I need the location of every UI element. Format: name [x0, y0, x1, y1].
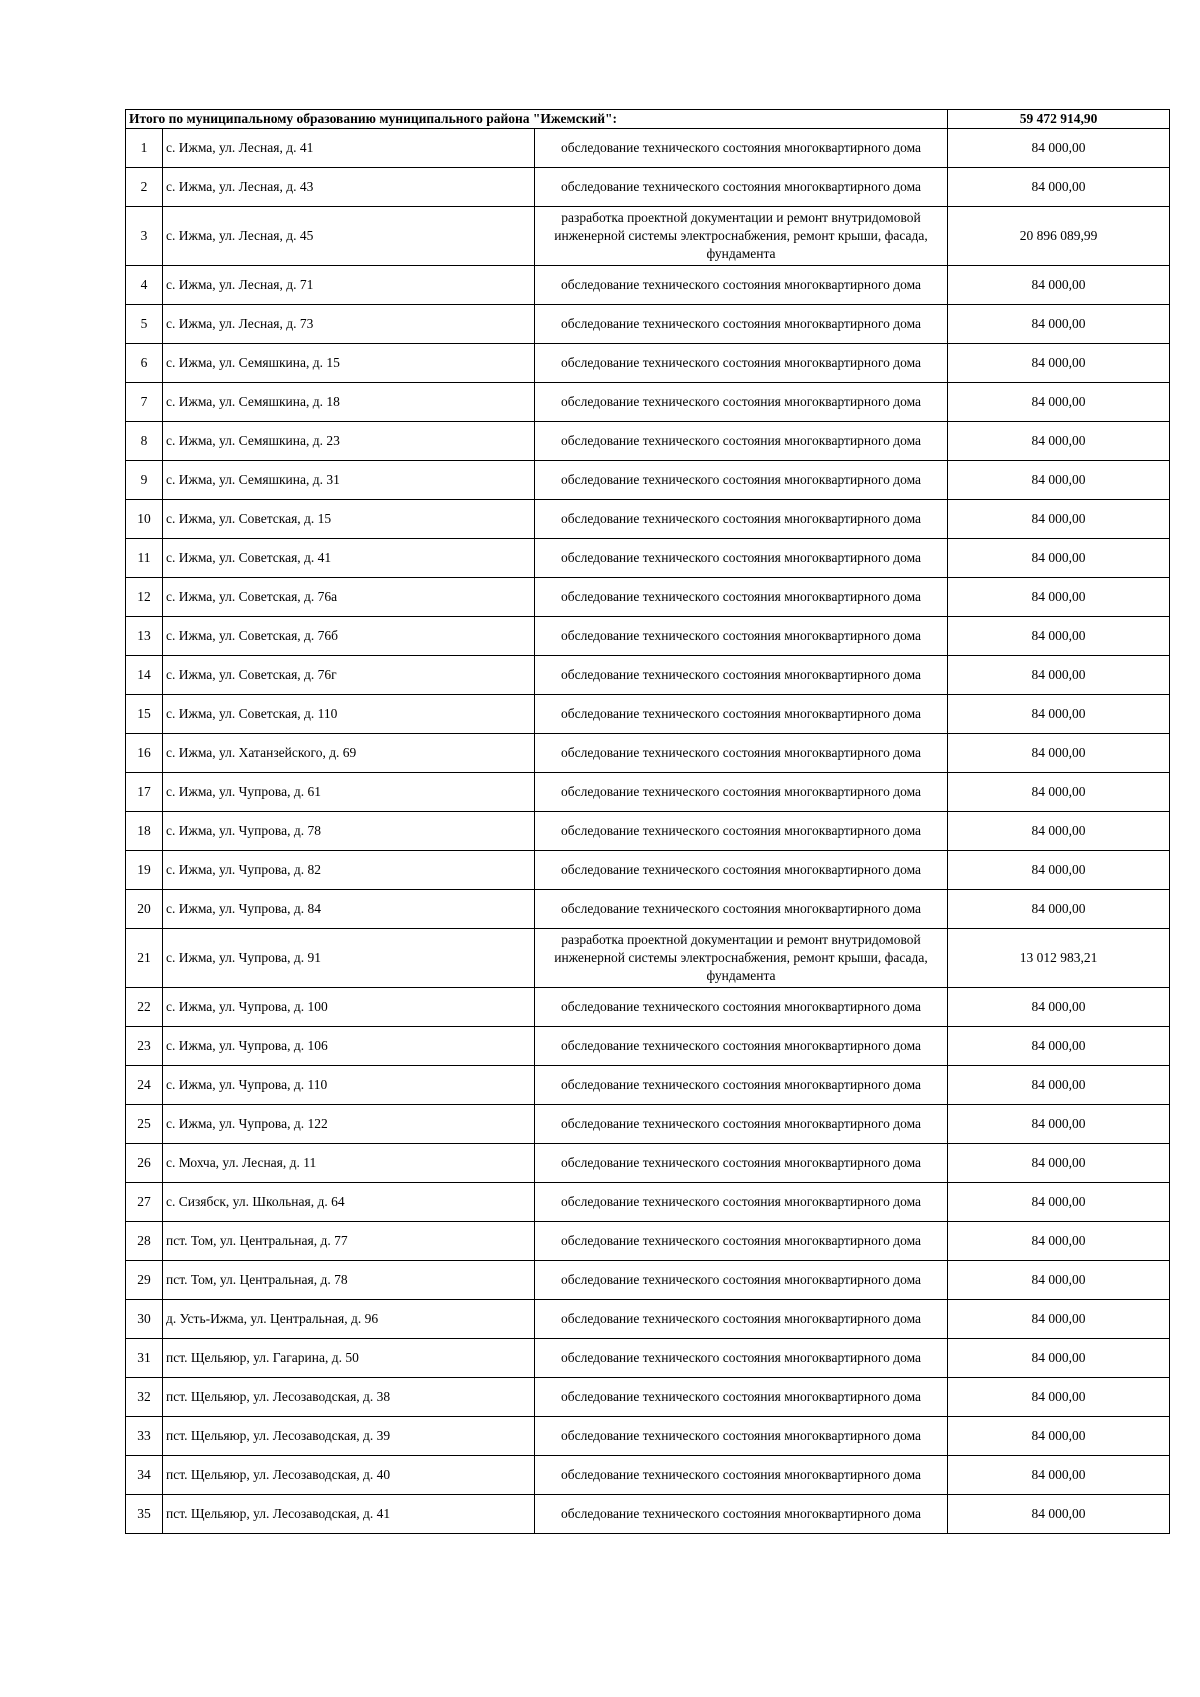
row-work-type: обследование технического состояния многоквартирного дома — [535, 305, 948, 344]
row-work-type: обследование технического состояния многоквартирного дома — [535, 1027, 948, 1066]
row-work-type: обследование технического состояния многоквартирного дома — [535, 539, 948, 578]
table-row — [126, 1261, 1170, 1300]
row-amount: 84 000,00 — [948, 305, 1170, 344]
row-amount: 84 000,00 — [948, 578, 1170, 617]
table-row — [126, 773, 1170, 812]
row-amount: 84 000,00 — [948, 617, 1170, 656]
row-amount: 84 000,00 — [948, 773, 1170, 812]
table-row — [126, 500, 1170, 539]
row-amount: 13 012 983,21 — [948, 929, 1170, 988]
row-amount: 84 000,00 — [948, 1144, 1170, 1183]
row-address: с. Ижма, ул. Семяшкина, д. 31 — [163, 461, 535, 500]
total-amount: 59 472 914,90 — [948, 110, 1170, 129]
row-number: 28 — [126, 1222, 163, 1261]
row-amount: 84 000,00 — [948, 734, 1170, 773]
row-address: пст. Щельяюр, ул. Лесозаводская, д. 39 — [163, 1417, 535, 1456]
table-row — [126, 1066, 1170, 1105]
row-amount: 84 000,00 — [948, 1105, 1170, 1144]
row-number: 1 — [126, 129, 163, 168]
row-number: 4 — [126, 266, 163, 305]
table-row — [126, 734, 1170, 773]
row-address: с. Ижма, ул. Семяшкина, д. 15 — [163, 344, 535, 383]
row-address: с. Ижма, ул. Семяшкина, д. 23 — [163, 422, 535, 461]
row-work-type: обследование технического состояния многоквартирного дома — [535, 1222, 948, 1261]
row-work-type: обследование технического состояния многоквартирного дома — [535, 1456, 948, 1495]
row-address: с. Ижма, ул. Советская, д. 15 — [163, 500, 535, 539]
row-number: 22 — [126, 988, 163, 1027]
row-number: 2 — [126, 168, 163, 207]
repair-works-table — [125, 109, 1170, 1534]
row-work-type: обследование технического состояния многоквартирного дома — [535, 461, 948, 500]
row-number: 13 — [126, 617, 163, 656]
row-work-type: обследование технического состояния многоквартирного дома — [535, 988, 948, 1027]
row-work-type: обследование технического состояния многоквартирного дома — [535, 129, 948, 168]
row-number: 10 — [126, 500, 163, 539]
row-amount: 84 000,00 — [948, 461, 1170, 500]
table-row — [126, 1144, 1170, 1183]
row-address: с. Ижма, ул. Лесная, д. 45 — [163, 207, 535, 266]
table-row — [126, 1300, 1170, 1339]
table-row — [126, 1339, 1170, 1378]
table-body — [126, 110, 1170, 1534]
row-work-type: разработка проектной документации и ремонт внутридомовой инженерной системы электроснабжения, ремонт крыши, фасада, фундамента — [535, 929, 948, 988]
row-amount: 84 000,00 — [948, 1495, 1170, 1534]
total-row — [126, 110, 1170, 129]
row-number: 14 — [126, 656, 163, 695]
row-work-type: обследование технического состояния многоквартирного дома — [535, 266, 948, 305]
row-number: 32 — [126, 1378, 163, 1417]
row-amount: 84 000,00 — [948, 1378, 1170, 1417]
row-address: с. Ижма, ул. Лесная, д. 41 — [163, 129, 535, 168]
row-number: 9 — [126, 461, 163, 500]
table-row — [126, 1027, 1170, 1066]
row-number: 29 — [126, 1261, 163, 1300]
row-number: 15 — [126, 695, 163, 734]
row-number: 16 — [126, 734, 163, 773]
row-number: 30 — [126, 1300, 163, 1339]
row-work-type: обследование технического состояния многоквартирного дома — [535, 773, 948, 812]
row-amount: 84 000,00 — [948, 266, 1170, 305]
row-address: с. Ижма, ул. Советская, д. 110 — [163, 695, 535, 734]
table-row — [126, 383, 1170, 422]
row-address: с. Ижма, ул. Лесная, д. 71 — [163, 266, 535, 305]
row-address: с. Мохча, ул. Лесная, д. 11 — [163, 1144, 535, 1183]
row-amount: 84 000,00 — [948, 344, 1170, 383]
row-work-type: обследование технического состояния многоквартирного дома — [535, 422, 948, 461]
table-row — [126, 461, 1170, 500]
row-number: 34 — [126, 1456, 163, 1495]
row-number: 26 — [126, 1144, 163, 1183]
row-work-type: обследование технического состояния многоквартирного дома — [535, 344, 948, 383]
row-work-type: обследование технического состояния многоквартирного дома — [535, 1066, 948, 1105]
table-row — [126, 1417, 1170, 1456]
table-row — [126, 305, 1170, 344]
row-address: с. Ижма, ул. Чупрова, д. 122 — [163, 1105, 535, 1144]
table-row — [126, 266, 1170, 305]
row-address: с. Ижма, ул. Чупрова, д. 84 — [163, 890, 535, 929]
table-row — [126, 1456, 1170, 1495]
row-number: 27 — [126, 1183, 163, 1222]
row-number: 31 — [126, 1339, 163, 1378]
row-address: с. Ижма, ул. Чупрова, д. 91 — [163, 929, 535, 988]
row-address: с. Ижма, ул. Чупрова, д. 100 — [163, 988, 535, 1027]
row-address: пст. Щельяюр, ул. Лесозаводская, д. 38 — [163, 1378, 535, 1417]
table-row — [126, 344, 1170, 383]
table-row — [126, 929, 1170, 988]
table-row — [126, 1183, 1170, 1222]
row-number: 12 — [126, 578, 163, 617]
row-number: 5 — [126, 305, 163, 344]
row-work-type: обследование технического состояния многоквартирного дома — [535, 890, 948, 929]
table-row — [126, 851, 1170, 890]
row-amount: 84 000,00 — [948, 812, 1170, 851]
row-amount: 84 000,00 — [948, 129, 1170, 168]
row-amount: 84 000,00 — [948, 168, 1170, 207]
row-work-type: обследование технического состояния многоквартирного дома — [535, 1378, 948, 1417]
row-amount: 84 000,00 — [948, 695, 1170, 734]
table-row — [126, 422, 1170, 461]
table-row — [126, 207, 1170, 266]
row-amount: 84 000,00 — [948, 1066, 1170, 1105]
row-address: с. Ижма, ул. Чупрова, д. 82 — [163, 851, 535, 890]
row-amount: 20 896 089,99 — [948, 207, 1170, 266]
row-work-type: обследование технического состояния многоквартирного дома — [535, 656, 948, 695]
row-work-type: обследование технического состояния многоквартирного дома — [535, 383, 948, 422]
row-number: 18 — [126, 812, 163, 851]
row-work-type: обследование технического состояния многоквартирного дома — [535, 1417, 948, 1456]
row-address: с. Ижма, ул. Советская, д. 76г — [163, 656, 535, 695]
row-address: с. Ижма, ул. Чупрова, д. 61 — [163, 773, 535, 812]
row-address: пст. Щельяюр, ул. Лесозаводская, д. 41 — [163, 1495, 535, 1534]
row-amount: 84 000,00 — [948, 1027, 1170, 1066]
row-amount: 84 000,00 — [948, 890, 1170, 929]
row-work-type: обследование технического состояния многоквартирного дома — [535, 1339, 948, 1378]
row-work-type: обследование технического состояния многоквартирного дома — [535, 1300, 948, 1339]
row-amount: 84 000,00 — [948, 500, 1170, 539]
row-address: с. Ижма, ул. Чупрова, д. 110 — [163, 1066, 535, 1105]
table-row — [126, 1105, 1170, 1144]
row-work-type: обследование технического состояния многоквартирного дома — [535, 1105, 948, 1144]
row-work-type: разработка проектной документации и ремонт внутридомовой инженерной системы электроснабжения, ремонт крыши, фасада, фундамента — [535, 207, 948, 266]
row-work-type: обследование технического состояния многоквартирного дома — [535, 1495, 948, 1534]
table-row — [126, 1222, 1170, 1261]
row-number: 24 — [126, 1066, 163, 1105]
row-work-type: обследование технического состояния многоквартирного дома — [535, 812, 948, 851]
row-address: с. Ижма, ул. Хатанзейского, д. 69 — [163, 734, 535, 773]
row-address: пст. Щельяюр, ул. Гагарина, д. 50 — [163, 1339, 535, 1378]
row-amount: 84 000,00 — [948, 988, 1170, 1027]
table-row — [126, 812, 1170, 851]
table-row — [126, 890, 1170, 929]
row-work-type: обследование технического состояния многоквартирного дома — [535, 578, 948, 617]
table-row — [126, 168, 1170, 207]
document-page — [125, 109, 1169, 1534]
row-work-type: обследование технического состояния многоквартирного дома — [535, 1261, 948, 1300]
row-number: 11 — [126, 539, 163, 578]
row-amount: 84 000,00 — [948, 1222, 1170, 1261]
row-number: 3 — [126, 207, 163, 266]
row-number: 35 — [126, 1495, 163, 1534]
row-address: д. Усть-Ижма, ул. Центральная, д. 96 — [163, 1300, 535, 1339]
row-address: с. Ижма, ул. Советская, д. 76б — [163, 617, 535, 656]
row-amount: 84 000,00 — [948, 422, 1170, 461]
row-work-type: обследование технического состояния многоквартирного дома — [535, 1183, 948, 1222]
row-number: 17 — [126, 773, 163, 812]
row-address: с. Ижма, ул. Чупрова, д. 106 — [163, 1027, 535, 1066]
row-work-type: обследование технического состояния многоквартирного дома — [535, 695, 948, 734]
table-row — [126, 129, 1170, 168]
row-address: с. Ижма, ул. Советская, д. 41 — [163, 539, 535, 578]
table-row — [126, 617, 1170, 656]
row-amount: 84 000,00 — [948, 851, 1170, 890]
row-work-type: обследование технического состояния многоквартирного дома — [535, 851, 948, 890]
row-number: 25 — [126, 1105, 163, 1144]
row-address: с. Ижма, ул. Лесная, д. 43 — [163, 168, 535, 207]
row-amount: 84 000,00 — [948, 1339, 1170, 1378]
row-work-type: обследование технического состояния многоквартирного дома — [535, 617, 948, 656]
row-address: с. Сизябск, ул. Школьная, д. 64 — [163, 1183, 535, 1222]
total-label: Итого по муниципальному образованию муниципального района "Ижемский": — [126, 110, 948, 129]
table-row — [126, 1495, 1170, 1534]
table-row — [126, 1378, 1170, 1417]
row-number: 6 — [126, 344, 163, 383]
row-address: с. Ижма, ул. Лесная, д. 73 — [163, 305, 535, 344]
table-row — [126, 695, 1170, 734]
row-number: 21 — [126, 929, 163, 988]
row-address: с. Ижма, ул. Чупрова, д. 78 — [163, 812, 535, 851]
row-work-type: обследование технического состояния многоквартирного дома — [535, 734, 948, 773]
row-amount: 84 000,00 — [948, 1300, 1170, 1339]
row-amount: 84 000,00 — [948, 539, 1170, 578]
row-address: с. Ижма, ул. Советская, д. 76а — [163, 578, 535, 617]
row-address: пст. Щельяюр, ул. Лесозаводская, д. 40 — [163, 1456, 535, 1495]
row-number: 20 — [126, 890, 163, 929]
row-address: с. Ижма, ул. Семяшкина, д. 18 — [163, 383, 535, 422]
row-amount: 84 000,00 — [948, 1456, 1170, 1495]
row-number: 8 — [126, 422, 163, 461]
row-work-type: обследование технического состояния многоквартирного дома — [535, 1144, 948, 1183]
table-row — [126, 988, 1170, 1027]
row-work-type: обследование технического состояния многоквартирного дома — [535, 500, 948, 539]
row-amount: 84 000,00 — [948, 1261, 1170, 1300]
row-amount: 84 000,00 — [948, 656, 1170, 695]
row-number: 23 — [126, 1027, 163, 1066]
table-row — [126, 656, 1170, 695]
table-row — [126, 578, 1170, 617]
row-amount: 84 000,00 — [948, 1183, 1170, 1222]
row-number: 7 — [126, 383, 163, 422]
row-number: 33 — [126, 1417, 163, 1456]
row-amount: 84 000,00 — [948, 383, 1170, 422]
row-amount: 84 000,00 — [948, 1417, 1170, 1456]
table-row — [126, 539, 1170, 578]
row-address: пст. Том, ул. Центральная, д. 78 — [163, 1261, 535, 1300]
row-work-type: обследование технического состояния многоквартирного дома — [535, 168, 948, 207]
row-number: 19 — [126, 851, 163, 890]
row-address: пст. Том, ул. Центральная, д. 77 — [163, 1222, 535, 1261]
